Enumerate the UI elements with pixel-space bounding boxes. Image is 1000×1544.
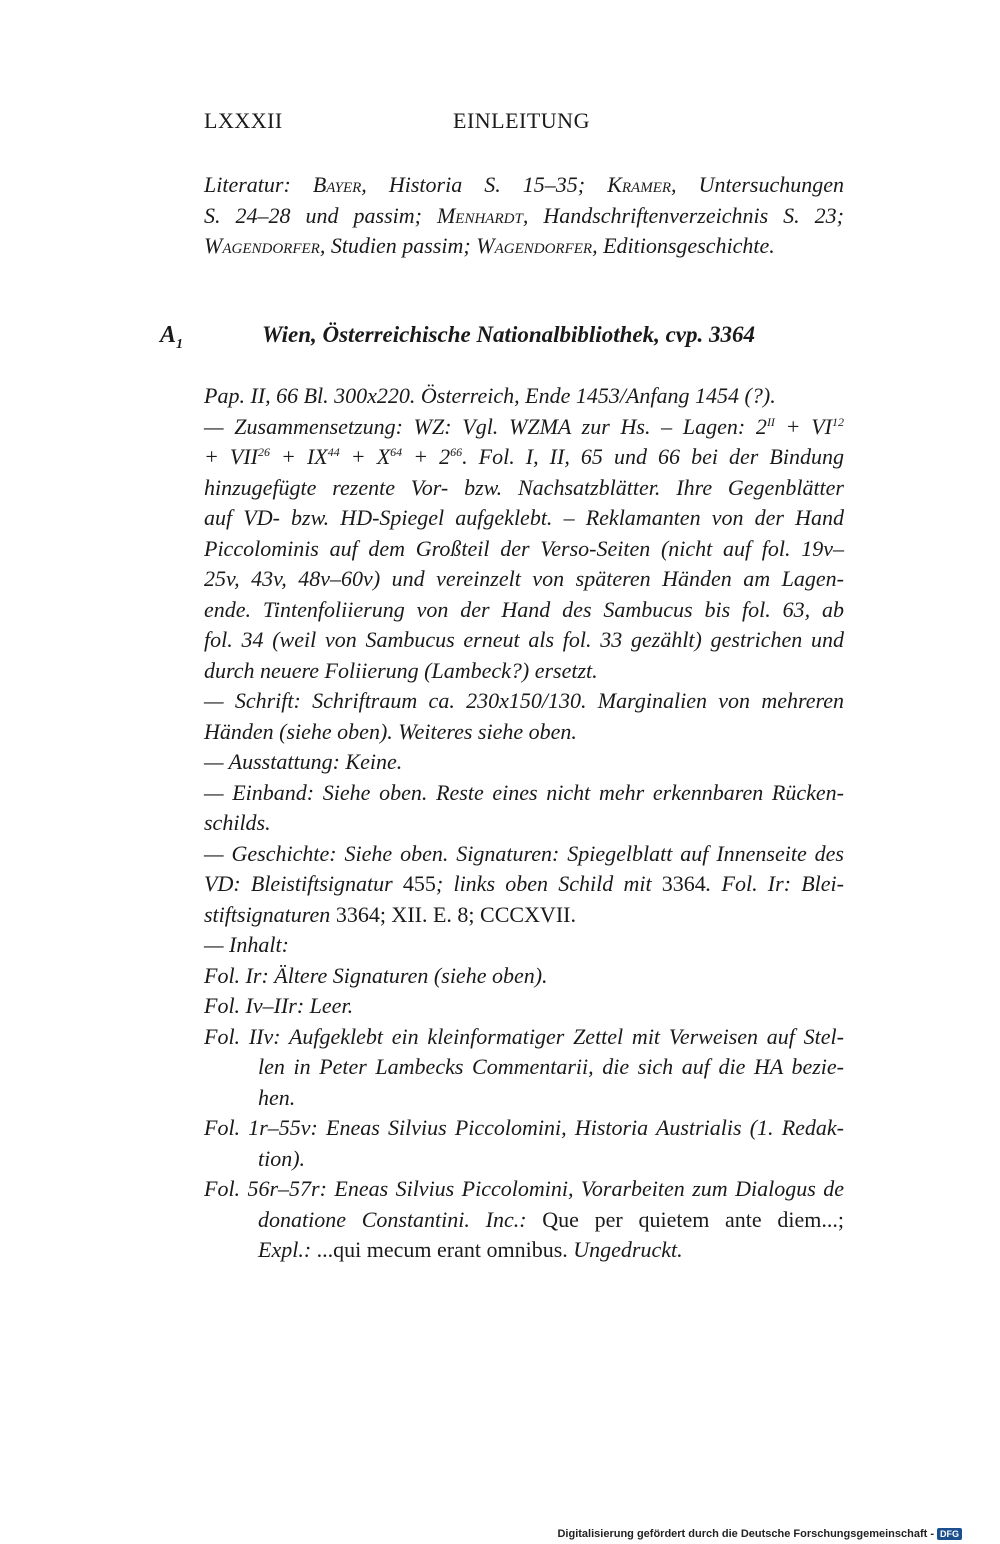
lit-wag2-rest: Editionsgeschichte.	[603, 233, 775, 258]
author-menhardt: Menhardt	[436, 202, 523, 228]
digitization-footer	[557, 1528, 962, 1540]
author-wagendorfer-2: Wagendorfer	[476, 233, 593, 258]
desc-line: VD: Bleistiftsignatur 455; links oben Schild mit 3364. Fol. Ir: Blei-	[204, 871, 844, 896]
content-entry: Fol. 1r–55v: Eneas Silvius Piccolomini, Historia Austrialis (1. Redak-	[204, 1115, 844, 1140]
desc-line: Händen (siehe oben). Weiteres siehe oben.	[204, 718, 577, 744]
lit-lead: Literatur:	[204, 172, 313, 197]
content-entry: Fol. Iv–IIr: Leer.	[204, 993, 354, 1018]
lit-sep: ,	[522, 202, 544, 228]
lit-sep: ,	[319, 233, 331, 258]
manuscript-description	[204, 381, 844, 1266]
literature-block	[204, 170, 844, 262]
manuscript-siglum: $A_1$	[160, 322, 184, 352]
desc-line: auf VD- bzw. HD-Spiegel aufgeklebt. – Reklamanten von der Hand	[204, 505, 844, 530]
desc-line: — Schrift: Schriftraum ca. 230x150/130. Marginalien von mehreren	[204, 688, 844, 713]
content-entry-cont: tion).	[258, 1145, 306, 1171]
lit-sep: ,	[592, 233, 604, 258]
lit-sep: ,	[361, 172, 389, 197]
lit-line2-a: S. 24–28 und passim;	[204, 202, 437, 228]
lit-kramer-rest: Untersuchungen	[698, 172, 845, 197]
desc-line: hinzugefügte rezente Vor- bzw. Nachsatzblätter. Ihre Gegenblätter	[204, 474, 844, 500]
desc-line: stiftsignaturen 3364; XII. E. 8; CCCXVII.	[204, 901, 576, 927]
desc-line: Piccolominis auf dem Großteil der Verso-Seiten (nicht auf fol. 19v–	[204, 535, 844, 561]
author-wagendorfer-1: Wagendorfer	[204, 233, 320, 258]
footer-text: Digitalisierung gefördert durch die Deutsche Forschungsgemeinschaft -	[557, 1528, 934, 1540]
lit-bayer-rest: Historia S. 15–35;	[388, 172, 608, 197]
lit-wag1-rest: Studien passim;	[330, 233, 477, 258]
lit-sep: ,	[671, 172, 699, 197]
desc-line: — Einband: Siehe oben. Reste eines nicht mehr erkennbaren Rücken-	[204, 779, 844, 805]
running-head: EINLEITUNG	[453, 108, 590, 133]
desc-line: Pap. II, 66 Bl. 300x220. Österreich, Ende 1453/Anfang 1454 (?).	[204, 383, 776, 408]
desc-line: — Zusammensetzung: WZ: Vgl. WZMA zur Hs. – Lagen: $2^{II} + VI^{12}$	[204, 413, 844, 439]
desc-line: fol. 34 (weil von Sambucus erneut als fol. 33 gezählt) gestrichen und	[204, 627, 844, 652]
content-entry-cont: donatione Constantini. Inc.: Que per quietem ante diem...;	[258, 1206, 845, 1232]
content-entry: Fol. Ir: Ältere Signaturen (siehe oben).	[204, 962, 548, 988]
desc-line: ende. Tintenfoliierung von der Hand des Sambucus bis fol. 63, ab	[204, 596, 844, 622]
lit-menhardt-rest: Handschriftenverzeichnis S. 23;	[543, 202, 845, 228]
manuscript-title: Wien, Österreichische Nationalbibliothek, cvp. 3364	[262, 322, 755, 347]
content-entry-cont: Expl.: ...qui mecum erant omnibus. Ungedruckt.	[258, 1237, 683, 1262]
author-kramer: Kramer	[607, 172, 672, 197]
desc-line: + $VII^{26} + IX^{44} + X^{64} + 2^{66}$. Fol. I, II, 65 und 66 bei der Bindung	[204, 444, 844, 469]
desc-line: durch neuere Foliierung (Lambeck?) ersetzt.	[204, 657, 598, 683]
desc-line: — Inhalt:	[204, 932, 289, 957]
desc-line: — Ausstattung: Keine.	[204, 749, 403, 774]
desc-line: 25v, 43v, 48v–60v) und vereinzelt von späteren Händen am Lagen-	[204, 566, 844, 591]
dfg-logo: DFG	[937, 1528, 962, 1540]
content-entry: Fol. IIv: Aufgeklebt ein kleinformatiger Zettel mit Verweisen auf Stel-	[204, 1023, 844, 1049]
desc-line: — Geschichte: Siehe oben. Signaturen: Spiegelblatt auf Innenseite des	[204, 840, 844, 866]
desc-line: schilds.	[204, 810, 271, 835]
content-entry-cont: len in Peter Lambecks Commentarii, die sich auf die HA bezie-	[258, 1054, 844, 1079]
author-bayer: Bayer	[312, 172, 362, 197]
content-entry: Fol. 56r–57r: Eneas Silvius Piccolomini, Vorarbeiten zum Dialogus de	[204, 1176, 844, 1201]
page-number: LXXXII	[204, 108, 283, 133]
content-entry-cont: hen.	[258, 1084, 296, 1110]
